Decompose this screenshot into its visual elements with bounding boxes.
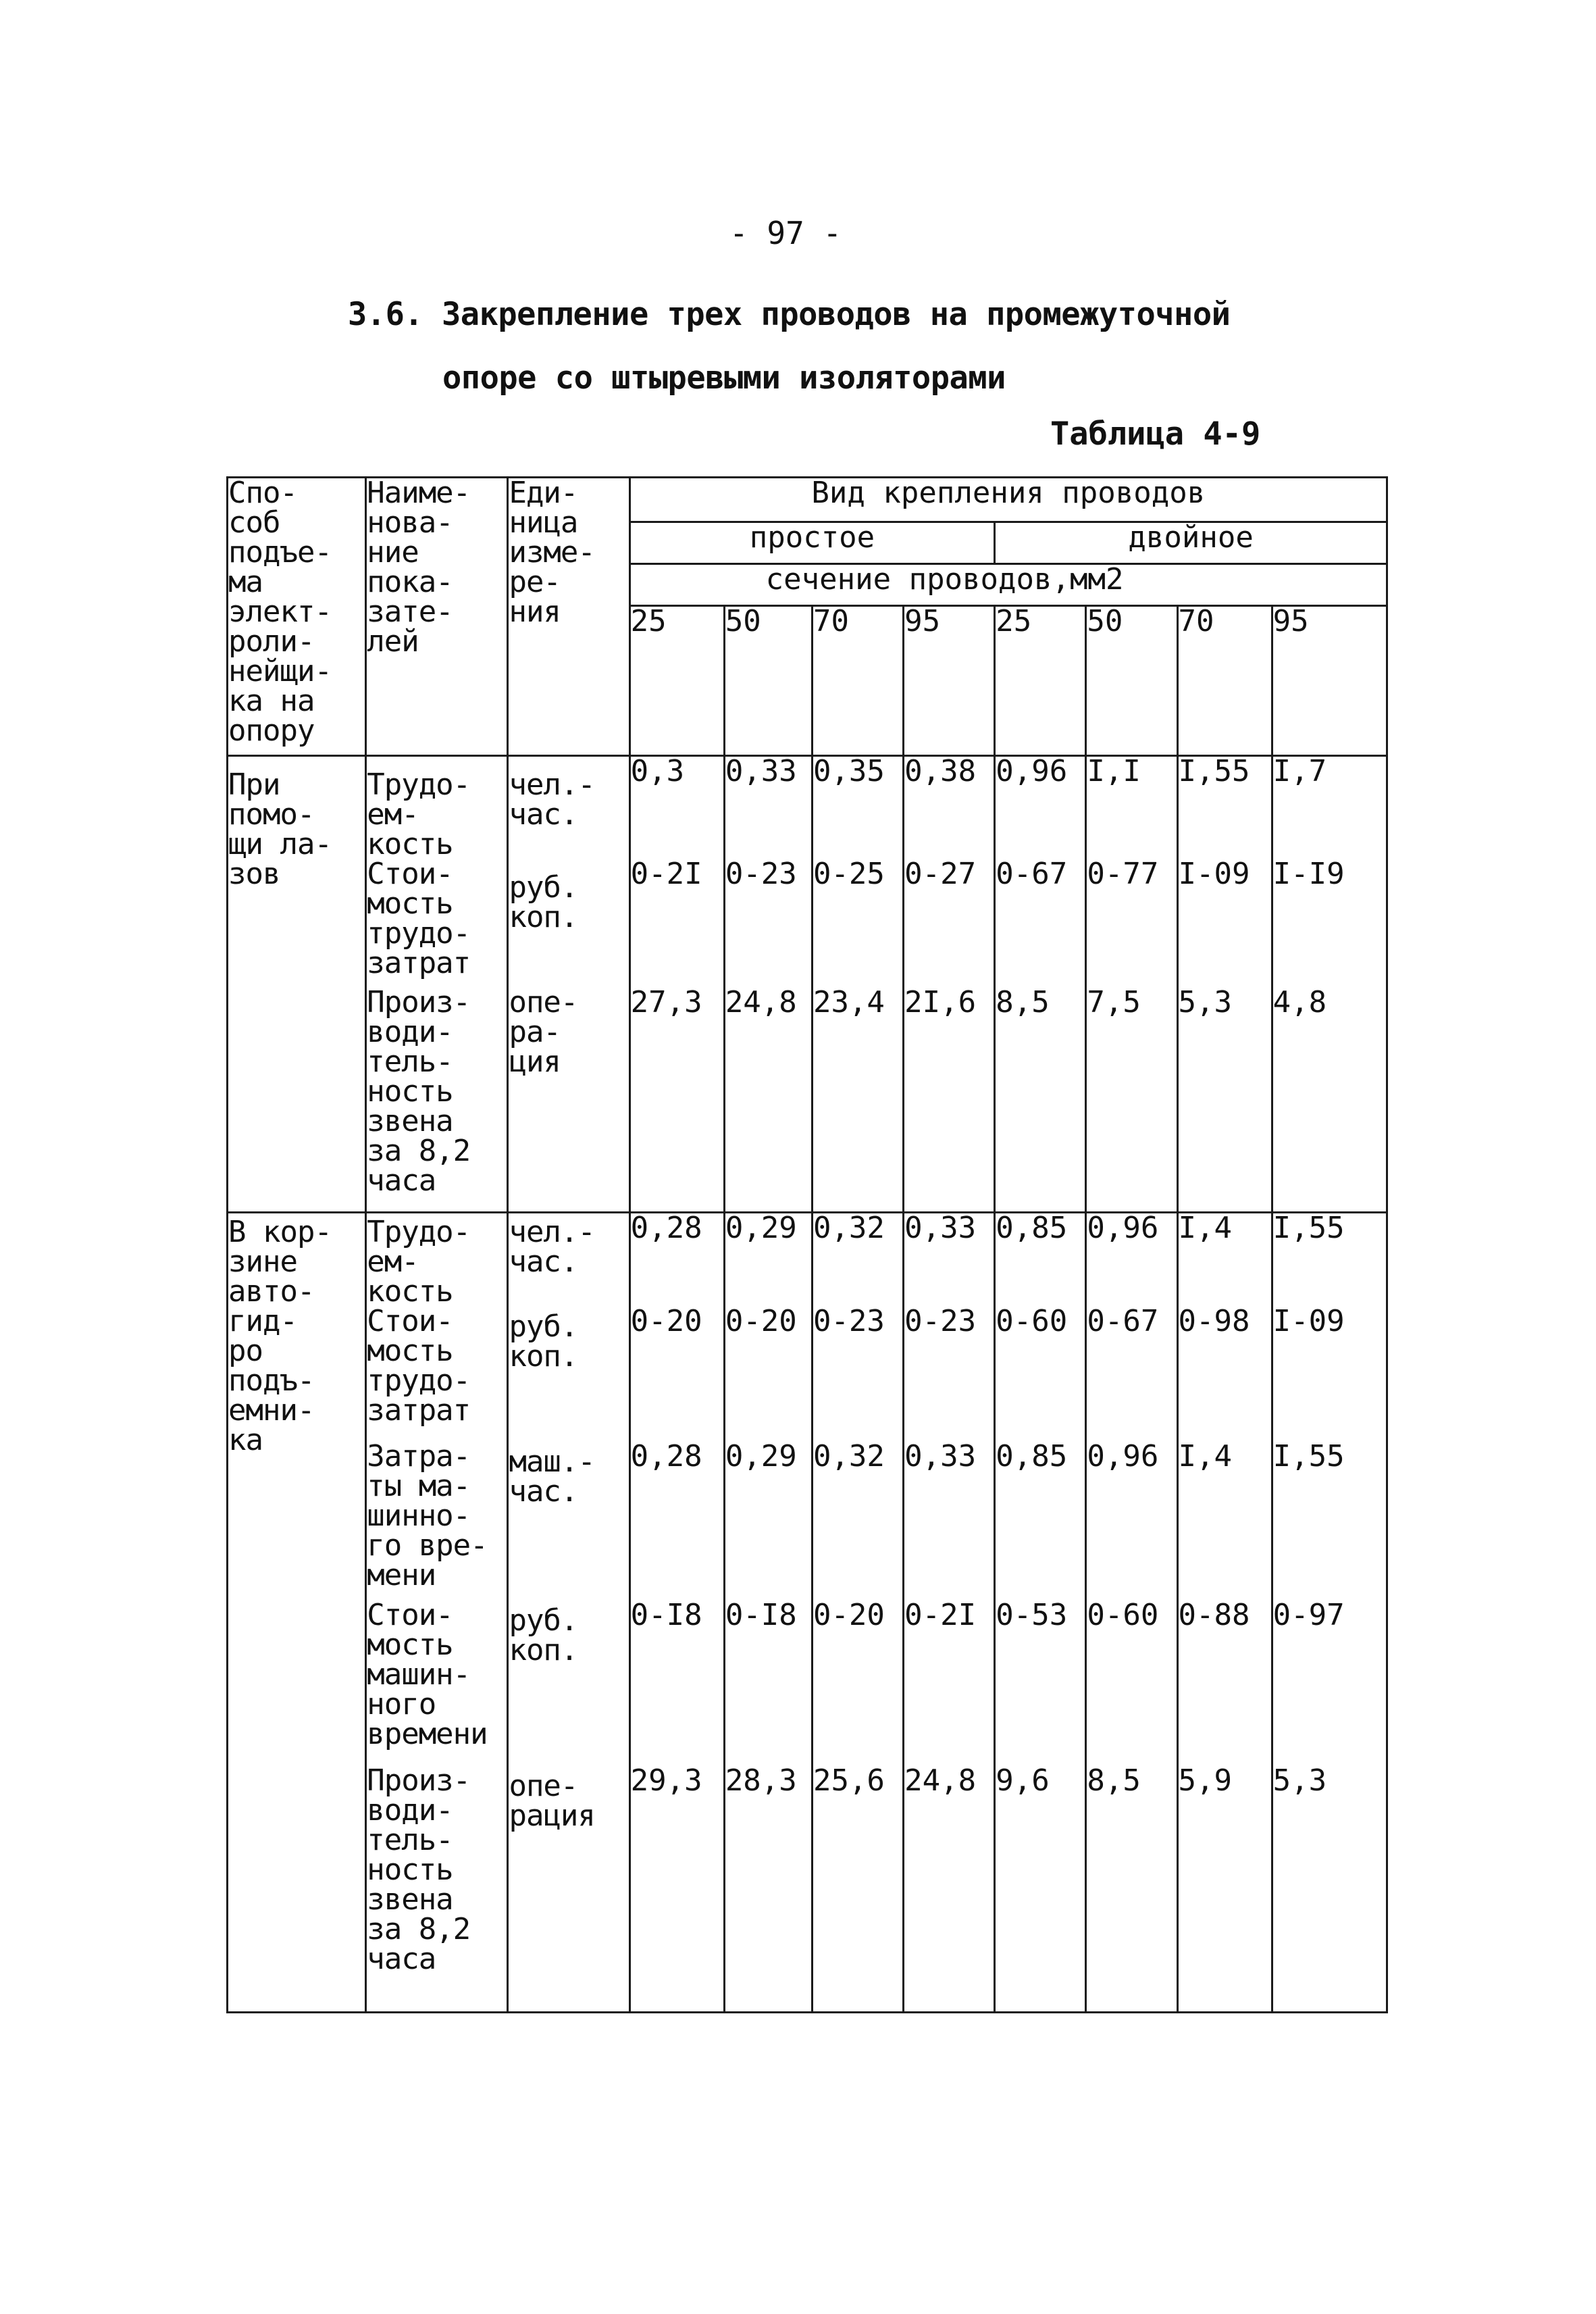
unit-cell: опе- ра- ция (508, 988, 629, 1212)
header-size-cell: 70 (812, 606, 903, 756)
value-cell: 0-60 (995, 1307, 1086, 1442)
indicator-cell: Трудо- ем- кость (366, 1212, 508, 1307)
table-row (228, 756, 1387, 860)
value-cell: I,4 (1177, 1212, 1272, 1307)
value-cell: 0-I8 (629, 1601, 724, 1766)
section-heading-line-1: 3.6. Закрепление трех проводов на промежуточной (348, 296, 1231, 333)
value-cell: 0,29 (724, 1212, 812, 1307)
value-cell: I,4 (1177, 1442, 1272, 1601)
header-size-cell: 25 (629, 606, 724, 756)
indicator-cell: Затра- ты ма- шинно- го вре- мени (366, 1442, 508, 1601)
value-cell: 0-20 (812, 1601, 903, 1766)
norms-table (226, 476, 1388, 2013)
value-cell: 0-I8 (724, 1601, 812, 1766)
value-cell: 5,3 (1177, 988, 1272, 1212)
value-cell: 24,8 (904, 1766, 995, 2013)
value-cell: I,I (1086, 756, 1177, 860)
value-cell: 5,3 (1272, 1766, 1387, 2013)
header-size-cell: 50 (724, 606, 812, 756)
section-heading-line-2: опоре со штыревыми изоляторами (442, 359, 1006, 397)
value-cell: 0-25 (812, 859, 903, 988)
value-cell: 0,96 (1086, 1442, 1177, 1601)
value-cell: 0-20 (629, 1307, 724, 1442)
value-cell: 0-23 (904, 1307, 995, 1442)
value-cell: 8,5 (1086, 1766, 1177, 2013)
value-cell: I-09 (1272, 1307, 1387, 1442)
value-cell: 0,85 (995, 1212, 1086, 1307)
value-cell: 0,28 (629, 1212, 724, 1307)
header-size-cell: 25 (995, 606, 1086, 756)
unit-cell: руб. коп. (508, 859, 629, 988)
value-cell: 0,32 (812, 1212, 903, 1307)
header-unit: Еди- ница изме- ре- ния (508, 478, 629, 756)
value-cell: 0-88 (1177, 1601, 1272, 1766)
value-cell: I,55 (1177, 756, 1272, 860)
table-row (228, 988, 1387, 1212)
value-cell: 0-23 (812, 1307, 903, 1442)
indicator-cell: Произ- води- тель- ность звена за 8,2 часа (366, 1766, 508, 2013)
table-row (228, 1307, 1387, 1442)
value-cell: 0,29 (724, 1442, 812, 1601)
value-cell: 0-20 (724, 1307, 812, 1442)
indicator-cell: Стои- мость трудо- затрат (366, 859, 508, 988)
value-cell: 0,35 (812, 756, 903, 860)
unit-cell: маш.- час. (508, 1442, 629, 1601)
unit-cell: чел.- час. (508, 1212, 629, 1307)
table-row (228, 1442, 1387, 1601)
value-cell: 0-27 (904, 859, 995, 988)
value-cell: 25,6 (812, 1766, 903, 2013)
value-cell: 9,6 (995, 1766, 1086, 2013)
value-cell: I-09 (1177, 859, 1272, 988)
header-size-cell: 50 (1086, 606, 1177, 756)
header-fastening-type: Вид крепления проводов (629, 478, 1387, 522)
header-simple: простое (629, 522, 995, 564)
value-cell: 2I,6 (904, 988, 995, 1212)
value-cell: 0-2I (904, 1601, 995, 1766)
indicator-cell: Произ- води- тель- ность звена за 8,2 часа (366, 988, 508, 1212)
value-cell: 0,32 (812, 1442, 903, 1601)
value-cell: 0,85 (995, 1442, 1086, 1601)
value-cell: 27,3 (629, 988, 724, 1212)
value-cell: I-I9 (1272, 859, 1387, 988)
value-cell: 0-67 (1086, 1307, 1177, 1442)
header-method: Спо- соб подъе- ма элект- роли- нейщи- ка на опору (228, 478, 366, 756)
value-cell: 0,96 (995, 756, 1086, 860)
value-cell: 0-53 (995, 1601, 1086, 1766)
indicator-cell: Стои- мость машин- ного времени (366, 1601, 508, 1766)
value-cell: 0-98 (1177, 1307, 1272, 1442)
value-cell: 0-97 (1272, 1601, 1387, 1766)
value-cell: 0,96 (1086, 1212, 1177, 1307)
indicator-cell: Стои- мость трудо- затрат (366, 1307, 508, 1442)
table-row (228, 1601, 1387, 1766)
value-cell: 0,38 (904, 756, 995, 860)
table-label: Таблица 4-9 (1050, 416, 1261, 453)
unit-cell: руб. коп. (508, 1307, 629, 1442)
value-cell: 0-77 (1086, 859, 1177, 988)
value-cell: 29,3 (629, 1766, 724, 2013)
header-row-1 (228, 478, 1387, 522)
method-cell: В кор- зине авто- гид- ро подъ- емни- ка (228, 1212, 366, 2013)
value-cell: 0-23 (724, 859, 812, 988)
value-cell: I,7 (1272, 756, 1387, 860)
value-cell: 4,8 (1272, 988, 1387, 1212)
table-row (228, 1212, 1387, 1307)
value-cell: 0,33 (904, 1442, 995, 1601)
value-cell: 5,9 (1177, 1766, 1272, 2013)
value-cell: 0-60 (1086, 1601, 1177, 1766)
value-cell: 8,5 (995, 988, 1086, 1212)
table-row (228, 859, 1387, 988)
value-cell: 28,3 (724, 1766, 812, 2013)
value-cell: 23,4 (812, 988, 903, 1212)
method-cell: При помо- щи ла- зов (228, 756, 366, 1213)
value-cell: 0-2I (629, 859, 724, 988)
header-size-cell: 95 (1272, 606, 1387, 756)
value-cell: 0,3 (629, 756, 724, 860)
page-number: - 97 - (729, 215, 842, 251)
unit-cell: опе- рация (508, 1766, 629, 2013)
value-cell: 0,33 (904, 1212, 995, 1307)
value-cell: 7,5 (1086, 988, 1177, 1212)
header-wire-section: сечение проводов,мм2 (629, 564, 1387, 606)
indicator-cell: Трудо- ем- кость (366, 756, 508, 860)
value-cell: 24,8 (724, 988, 812, 1212)
value-cell: I,55 (1272, 1212, 1387, 1307)
unit-cell: руб. коп. (508, 1601, 629, 1766)
header-size-cell: 70 (1177, 606, 1272, 756)
header-size-cell: 95 (904, 606, 995, 756)
table-row (228, 1766, 1387, 2013)
value-cell: 0,28 (629, 1442, 724, 1601)
value-cell: I,55 (1272, 1442, 1387, 1601)
header-double: двойное (995, 522, 1387, 564)
unit-cell: чел.- час. (508, 756, 629, 860)
header-indicator: Наиме- нова- ние пока- зате- лей (366, 478, 508, 756)
value-cell: 0,33 (724, 756, 812, 860)
value-cell: 0-67 (995, 859, 1086, 988)
